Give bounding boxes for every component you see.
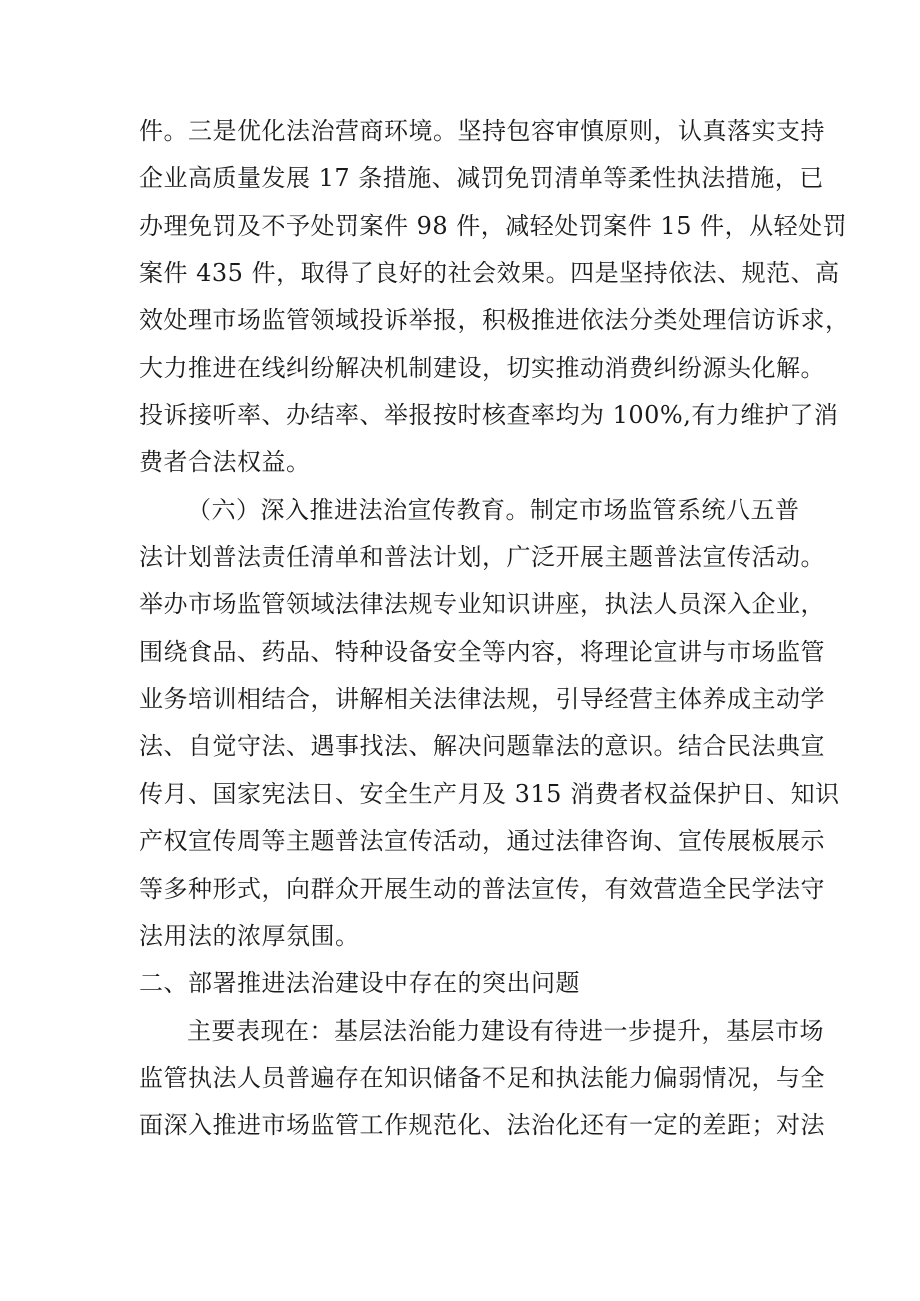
text-line: 投诉接听率、办结率、举报按时核查率均为 100%,有力维护了消: [139, 401, 839, 430]
text-line: 企业高质量发展 17 条措施、减罚免罚清单等柔性执法措施，已: [139, 164, 824, 193]
text-line: 等多种形式，向群众开展生动的普法宣传，有效营造全民学法守: [139, 874, 825, 903]
text-line: 法用法的浓厚氛围。: [139, 921, 360, 950]
text-line: 件。三是优化法治营商环境。坚持包容审慎原则，认真落实支持: [139, 117, 825, 145]
text-line: 法、自觉守法、遇事找法、解决问题靠法的意识。结合民法典宣: [139, 732, 825, 761]
text-line: 主要表现在：基层法治能力建设有待进一步提升，基层市场: [187, 1016, 824, 1045]
text-line: 业务培训相结合，讲解相关法律法规，引导经营主体养成主动学: [139, 685, 825, 714]
text-line: 二、部署推进法治建设中存在的突出问题: [139, 969, 580, 998]
text-line: 围绕食品、药品、特种设备安全等内容，将理论宣讲与市场监管: [139, 637, 825, 666]
text-line: 举办市场监管领域法律法规专业知识讲座，执法人员深入企业，: [139, 590, 825, 619]
text-line: 面深入推进市场监管工作规范化、法治化还有一定的差距；对法: [139, 1111, 825, 1140]
text-line: 案件 435 件，取得了良好的社会效果。四是坚持依法、规范、高: [139, 259, 840, 288]
document-body: [139, 108, 850, 1150]
text-line: 法计划普法责任清单和普法计划，广泛开展主题普法宣传活动。: [139, 543, 825, 572]
text-line: 产权宣传周等主题普法宣传活动，通过法律咨询、宣传展板展示: [139, 827, 825, 856]
text-line: 大力推进在线纠纷解决机制建设，切实推动消费纠纷源头化解。: [139, 353, 825, 382]
text-line: 效处理市场监管领域投诉举报，积极推进依法分类处理信访诉求，: [139, 306, 850, 335]
text-line: 费者合法权益。: [139, 448, 311, 477]
text-line: 监管执法人员普遍存在知识储备不足和执法能力偏弱情况，与全: [139, 1063, 825, 1092]
text-line: 传月、国家宪法日、安全生产月及 315 消费者权益保护日、知识: [139, 779, 840, 808]
text-line: （六）深入推进法治宣传教育。制定市场监管系统八五普: [187, 495, 800, 524]
text-line: 办理免罚及不予处罚案件 98 件，减轻处罚案件 15 件，从轻处罚: [139, 211, 848, 240]
